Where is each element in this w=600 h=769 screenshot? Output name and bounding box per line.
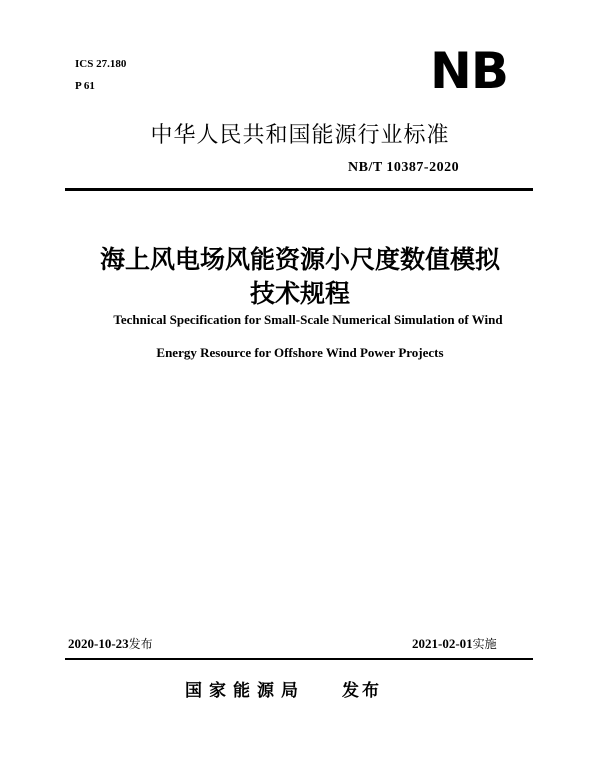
title-cn-line-1: 海上风电场风能资源小尺度数值模拟 — [99, 245, 500, 274]
implementation-date — [412, 635, 497, 652]
implementation-date-value: 2021-02-01 — [412, 636, 473, 651]
ccs-code: P 61 — [75, 80, 95, 92]
title-en-line-2: Energy Resource for Offshore Wind Power Projects — [156, 345, 444, 360]
title-en-line-1: Technical Specification for Small-Scale Numerical Simulation of Wind — [113, 312, 503, 327]
publisher-name: 国家能源局 — [185, 681, 305, 701]
title-cn-line-2: 技术规程 — [249, 279, 350, 308]
publish-label: 发布 — [342, 681, 382, 701]
bottom-divider — [65, 658, 533, 660]
implementation-label: 实施 — [472, 637, 497, 651]
nb-logo: NB — [430, 42, 508, 100]
standard-number: NB/T 10387-2020 — [348, 160, 460, 175]
top-divider — [65, 188, 533, 191]
issue-date-value: 2020-10-23 — [68, 636, 129, 651]
issue-label: 发布 — [128, 637, 153, 651]
industry-standard-heading: 中华人民共和国能源行业标准 — [150, 123, 450, 148]
issue-date — [68, 635, 153, 652]
ics-code: ICS 27.180 — [75, 58, 127, 70]
